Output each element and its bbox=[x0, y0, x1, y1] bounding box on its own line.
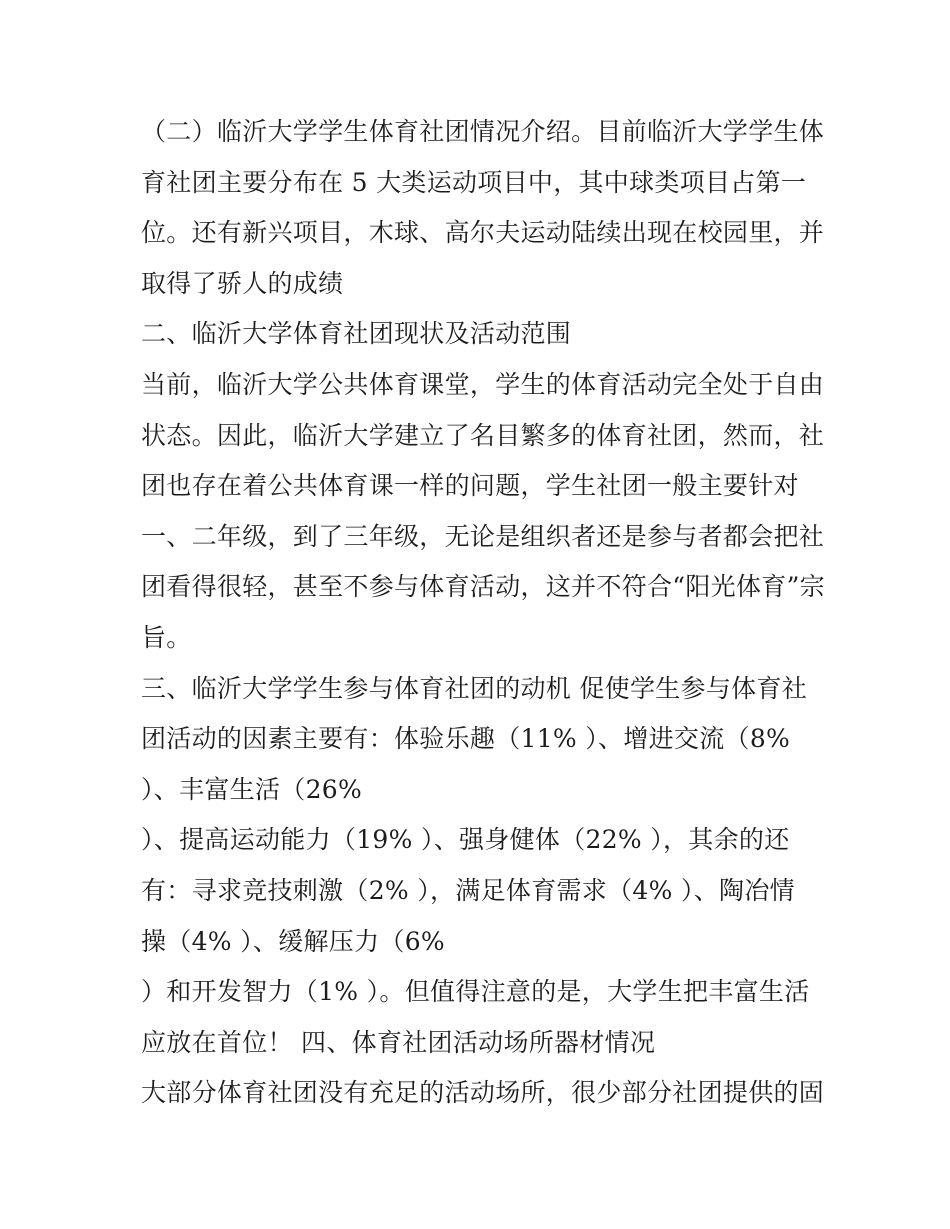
text-line: ）、提高运动能力（19% ）、强身健体（22% ），其余的还 bbox=[141, 825, 790, 855]
text-line: （二）临沂大学学生体育社团情况介绍。目前临沂大学学生体 bbox=[141, 117, 825, 146]
text-line: 团也存在着公共体育课一样的问题，学生社团一般主要针对 bbox=[141, 471, 799, 501]
text-line: 有：寻求竞技刺激（2% ），满足体育需求（4% ）、陶冶情 bbox=[141, 875, 795, 905]
section-heading: 三、临沂大学学生参与体育社团的动机 促使学生参与体育社 bbox=[141, 673, 808, 703]
text-line: 取得了骄人的成绩 bbox=[141, 268, 344, 298]
text-line: 应放在首位！ 四、体育社团活动场所器材情况 bbox=[141, 1027, 656, 1057]
text-line: 团看得很轻，甚至不参与体育活动，这并不符合“阳光体育”宗 bbox=[141, 572, 825, 602]
section-heading: 二、临沂大学体育社团现状及活动范围 bbox=[141, 319, 572, 349]
text-line: 育社团主要分布在 5 大类运动项目中，其中球类项目占第一 bbox=[141, 167, 807, 197]
text-line: 操（4% ）、缓解压力（6% bbox=[141, 926, 445, 956]
text-line: 一、二年级，到了三年级，无论是组织者还是参与者都会把社 bbox=[141, 521, 825, 551]
text-line: 当前，临沂大学公共体育课堂，学生的体育活动完全处于自由 bbox=[141, 369, 825, 399]
text-line: ）、丰富生活（26% bbox=[141, 774, 363, 804]
text-line: 大部分体育社团没有充足的活动场所，很少部分社团提供的固 bbox=[141, 1078, 825, 1108]
text-line: 位。还有新兴项目，木球、高尔夫运动陆续出现在校园里，并 bbox=[141, 218, 825, 248]
body-text bbox=[141, 107, 825, 1119]
text-line: 旨。 bbox=[141, 622, 192, 652]
text-line: 状态。因此，临沂大学建立了名目繁多的体育社团，然而，社 bbox=[141, 420, 825, 450]
text-line: 团活动的因素主要有：体验乐趣（11% ）、增进交流（8% bbox=[141, 724, 791, 754]
text-line: ）和开发智力（1% ）。但值得注意的是，大学生把丰富生活 bbox=[141, 977, 810, 1007]
